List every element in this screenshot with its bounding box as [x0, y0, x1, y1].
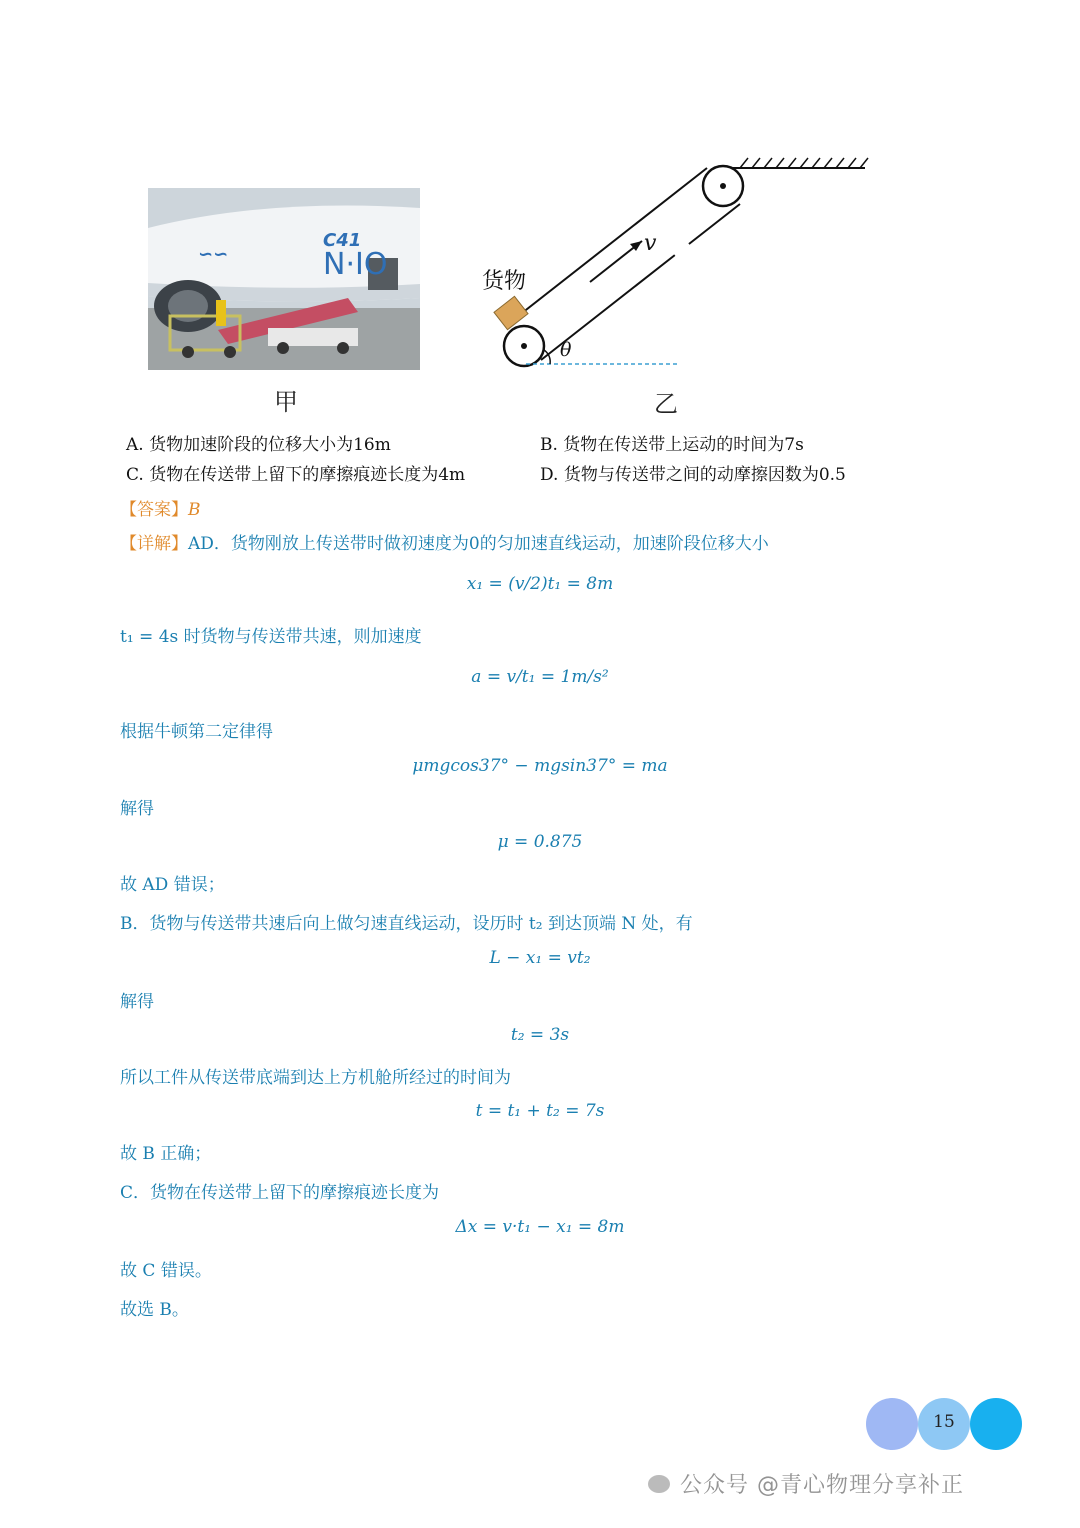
equation-3: μmgcos37° − mgsin37° = ma	[412, 756, 668, 776]
page-number: 15	[933, 1412, 955, 1432]
detail-line-4: 解得	[120, 799, 154, 819]
option-c: C. 货物在传送带上留下的摩擦痕迹长度为4m	[126, 465, 466, 485]
angle-label: θ	[560, 339, 572, 361]
detail-line-7: 解得	[120, 992, 154, 1012]
detail-line-6: B．货物与传送带共速后向上做匀速直线运动，设历时 t₂ 到达顶端 N 处，有	[120, 914, 693, 934]
equation-7: t = t₁ + t₂ = 7s	[475, 1101, 605, 1121]
equation-1: x₁ = (v/2)t₁ = 8m	[466, 574, 614, 594]
svg-text:∽∽: ∽∽	[198, 244, 229, 265]
detail-line-9: 故 B 正确；	[120, 1144, 212, 1164]
equation-4: μ = 0.875	[497, 832, 583, 852]
plane-logo: C41	[323, 230, 362, 251]
figure-label-jia: 甲	[274, 388, 298, 416]
detail-tag: 【详解】	[120, 534, 188, 554]
equation-2: a = v/t₁ = 1m/s²	[471, 667, 609, 687]
equation-8: Δx = v·t₁ − x₁ = 8m	[455, 1217, 625, 1237]
answer-value: B	[188, 500, 201, 520]
wechat-icon	[648, 1475, 670, 1493]
detail-line-8: 所以工件从传送带底端到达上方机舱所经过的时间为	[120, 1068, 511, 1088]
detail-line-12: 故选 B。	[120, 1300, 189, 1320]
ceiling-hatch	[740, 158, 868, 168]
velocity-label: v	[644, 231, 657, 256]
detail-line-10: C．货物在传送带上留下的摩擦痕迹长度为	[120, 1183, 440, 1203]
option-b: B. 货物在传送带上运动的时间为7s	[540, 435, 804, 455]
option-a: A. 货物加速阶段的位移大小为16m	[126, 435, 391, 455]
detail-line-11: 故 C 错误。	[120, 1261, 212, 1281]
cargo-label: 货物	[482, 269, 527, 294]
detail-line-2: t₁ = 4s 时货物与传送带共速，则加速度	[120, 627, 422, 647]
cargo-box	[494, 296, 528, 329]
page-circle-right	[970, 1398, 1022, 1450]
detail-intro	[120, 529, 769, 554]
conveyor-diagram	[470, 150, 880, 380]
detail-line-3: 根据牛顿第二定律得	[120, 722, 273, 742]
equation-6: t₂ = 3s	[510, 1025, 570, 1045]
figure-label-yi: 乙	[654, 390, 678, 418]
answer-tag: 【答案】	[120, 500, 188, 520]
option-d: D. 货物与传送带之间的动摩擦因数为0.5	[540, 465, 846, 485]
watermark-text: 公众号 @青心物理分享补正	[680, 1473, 964, 1498]
cargo-plane-photo	[148, 188, 420, 370]
plane-illustration	[148, 188, 420, 370]
page-circle-left	[866, 1398, 918, 1450]
plane-livery-text: N·IO	[323, 247, 388, 282]
answer-line	[120, 495, 201, 520]
detail-intro-text: AD．货物刚放上传送带时做初速度为0的匀加速直线运动，加速阶段位移大小	[188, 534, 769, 554]
equation-5: L − x₁ = vt₂	[489, 948, 591, 968]
detail-line-5: 故 AD 错误；	[120, 875, 225, 895]
